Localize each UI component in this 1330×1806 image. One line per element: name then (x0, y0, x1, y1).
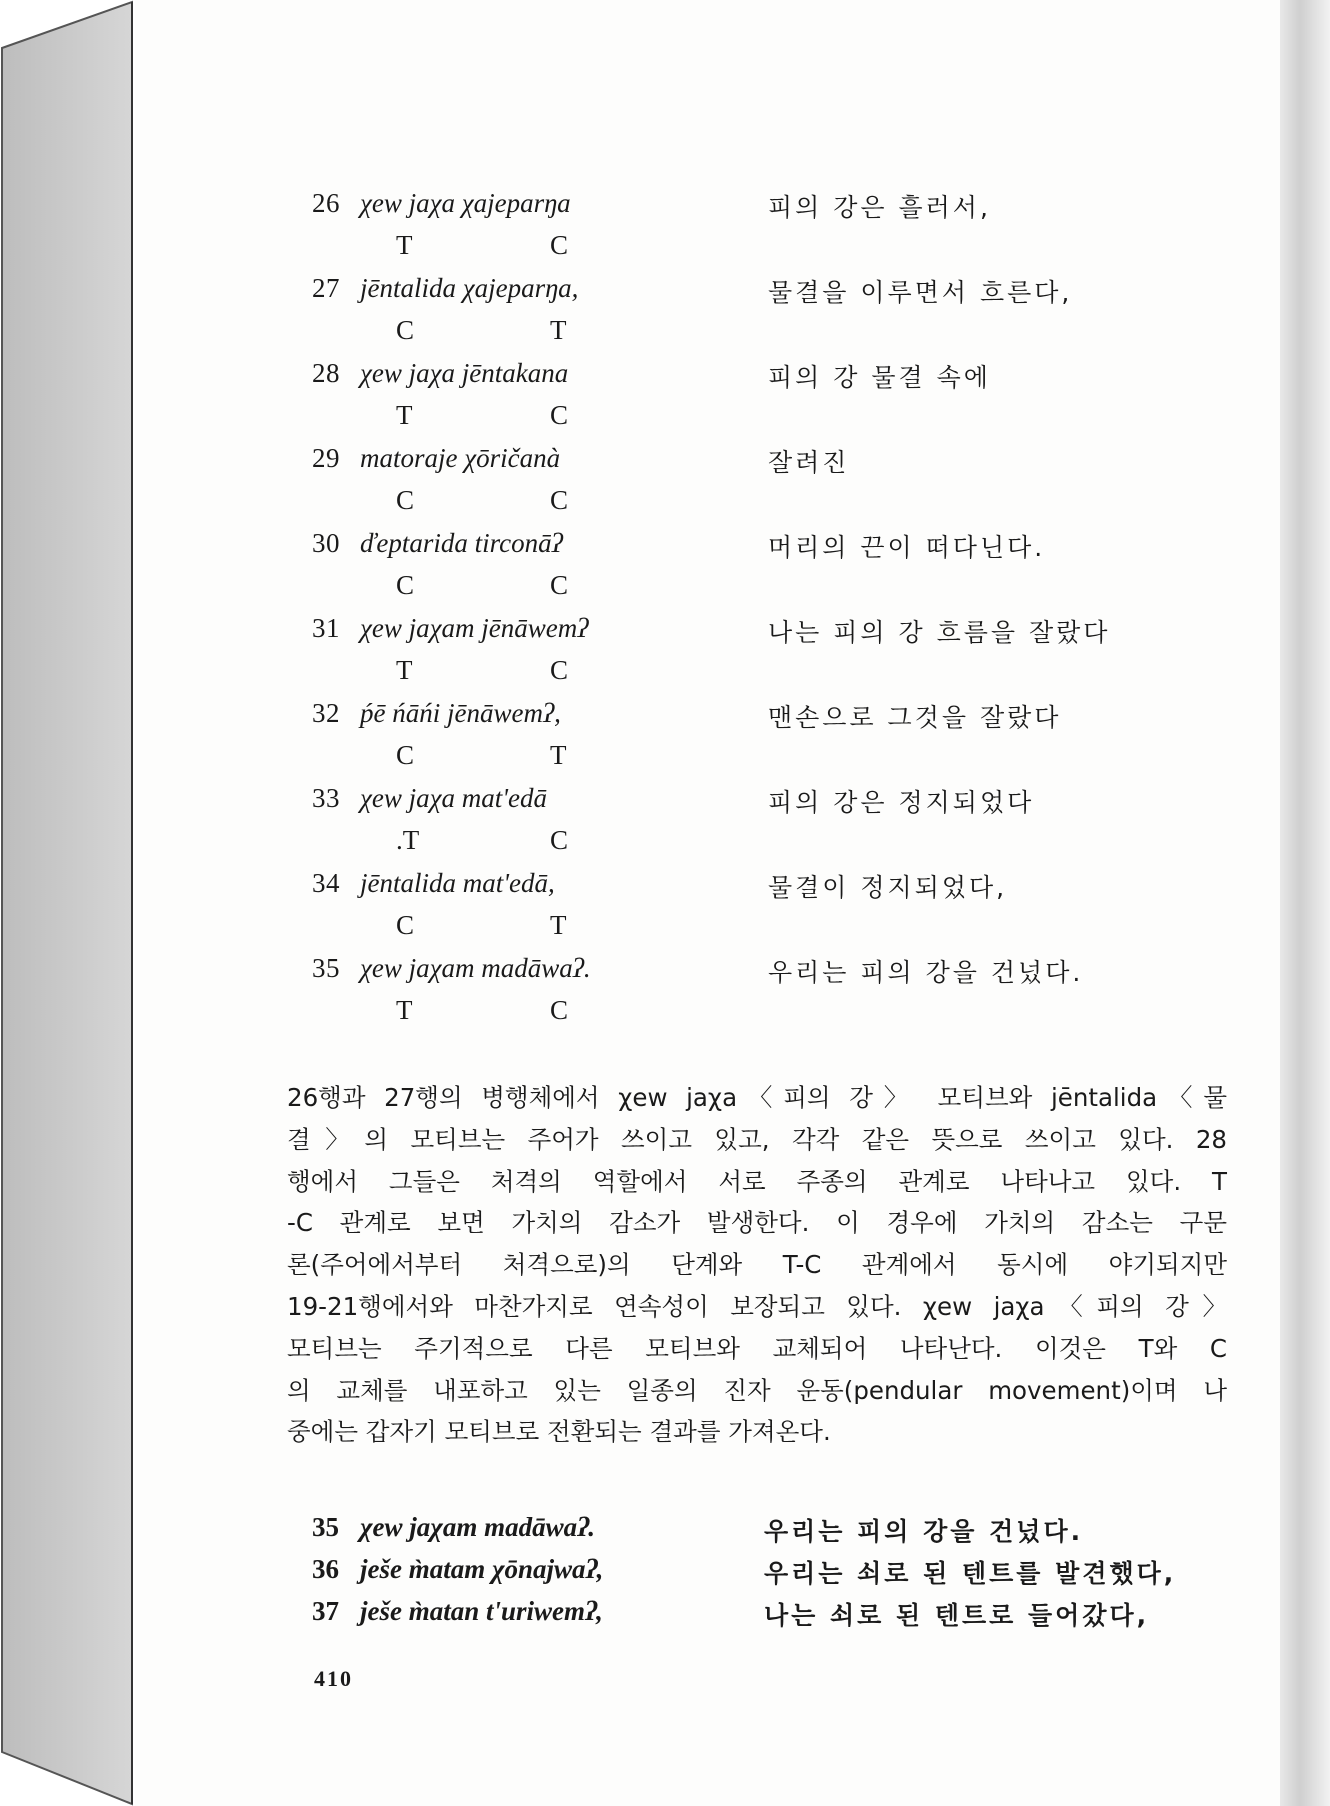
verse-translation: 피의 강은 흘러서, (768, 193, 991, 222)
page-edge-shadow (1280, 0, 1330, 1806)
verse-item (312, 868, 1212, 953)
verse-mark-first: C (396, 485, 415, 515)
verse-item (312, 1512, 1212, 1554)
verse-mark-second: C (550, 570, 569, 600)
verse-translation: 우리는 피의 강을 건넜다. (768, 958, 1084, 987)
verse-item (312, 188, 1212, 273)
verse-number: 31 (312, 613, 340, 643)
verse-item (312, 953, 1212, 1038)
verse-mark-first: C (396, 740, 415, 770)
verse-item (312, 783, 1212, 868)
verse-item (312, 443, 1212, 528)
verse-mark-first: .T (396, 825, 420, 855)
verse-mark-second: T (550, 740, 567, 770)
verse-original: χew jaχam madāwaʔ. (360, 1512, 595, 1542)
verse-mark-first: C (396, 315, 415, 345)
paragraph-line: 19-21행에서와 마찬가지로 연속성이 보장되고 있다. χew jaχa〈피의 강〉 (287, 1291, 1227, 1321)
verse-translation: 우리는 쇠로 된 텐트를 발견했다, (764, 1559, 1177, 1588)
verse-original: χew jaχa jēntakana (360, 358, 569, 388)
verse-translation: 물결이 정지되었다, (768, 873, 1008, 902)
verse-mark-second: C (550, 995, 569, 1025)
verse-number: 34 (312, 868, 340, 898)
verse-translation: 피의 강 물결 속에 (768, 363, 991, 392)
verse-number: 32 (312, 698, 340, 728)
verse-item (312, 613, 1212, 698)
verse-mark-first: T (396, 400, 413, 430)
verse-mark-second: T (550, 315, 567, 345)
paragraph-line: 중에는 갑자기 모티브로 전환되는 결과를 가져온다. (287, 1417, 831, 1447)
verse-number: 29 (312, 443, 340, 473)
paragraph-line: 론(주어에서부터 처격으로)의 단계와 T-C 관계에서 동시에 야기되지만 (287, 1250, 1227, 1280)
verse-translation: 머리의 끈이 떠다닌다. (768, 533, 1046, 562)
paragraph-line: -C 관계로 보면 가치의 감소가 발생한다. 이 경우에 가치의 감소는 구문 (287, 1208, 1227, 1238)
verse-translation: 우리는 피의 강을 건넜다. (764, 1517, 1084, 1546)
verse-translation: 잘려진 (768, 448, 850, 477)
verse-list (312, 188, 1212, 1038)
verse-translation: 피의 강은 정지되었다 (768, 788, 1035, 817)
verse-original: jēntalida χajeparŋa, (360, 273, 579, 303)
verse-number: 30 (312, 528, 340, 558)
verse-original: χew jaχam madāwaʔ. (360, 953, 591, 983)
verse-mark-first: T (396, 655, 413, 685)
verse-original: ṕē ńāńi jēnāwemʔ, (360, 698, 561, 728)
verse-mark-second: C (550, 400, 569, 430)
verse-original: χew jaχa χajeparŋa (360, 188, 571, 218)
paragraph-line: 의 교체를 내포하고 있는 일종의 진자 운동(pendular movement)이며 나 (287, 1375, 1227, 1405)
verse-number: 35 (312, 1512, 339, 1542)
verse-mark-second: C (550, 485, 569, 515)
analysis-paragraph (287, 1077, 1227, 1453)
verse-original: ješe m̀atan t'uriwemʔ, (360, 1596, 603, 1626)
paragraph-line: 26행과 27행의 병행체에서 χew jaχa〈피의 강〉 모티브와 jēntalida〈물 (287, 1083, 1227, 1112)
verse-number: 27 (312, 273, 340, 303)
verse-item (312, 358, 1212, 443)
verse-original: jēntalida mat'edā, (360, 868, 555, 898)
verse-original: ješe m̀atam χōnajwaʔ, (360, 1554, 604, 1584)
verse-mark-first: C (396, 910, 415, 940)
verse-translation: 나는 쇠로 된 텐트로 들어갔다, (764, 1601, 1150, 1630)
verse-item (312, 273, 1212, 358)
verse-translation: 나는 피의 강 흐름을 잘랐다 (768, 618, 1111, 647)
verse-original: χew jaχa mat'edā (360, 783, 548, 813)
verse-number: 36 (312, 1554, 339, 1584)
verse-item (312, 1596, 1212, 1638)
verse-original: χew jaχam jēnāwemʔ (360, 613, 589, 643)
verse-mark-second: C (550, 230, 569, 260)
verse-mark-first: T (396, 995, 413, 1025)
paragraph-line: 결〉의 모티브는 주어가 쓰이고 있고, 각각 같은 뜻으로 쓰이고 있다. 28 (287, 1124, 1227, 1154)
verse-mark-second: T (550, 910, 567, 940)
page-number: 410 (314, 1666, 353, 1691)
verse-translation: 맨손으로 그것을 잘랐다 (768, 703, 1062, 732)
verse-original: matoraje χōričanà (360, 443, 561, 473)
verse-mark-first: C (396, 570, 415, 600)
paragraph-line: 행에서 그들은 처격의 역할에서 서로 주종의 관계로 나타나고 있다. T (287, 1166, 1227, 1196)
verse-number: 35 (312, 953, 340, 983)
verse-mark-second: C (550, 655, 569, 685)
paragraph-line: 모티브는 주기적으로 다른 모티브와 교체되어 나타난다. 이것은 T와 C (287, 1333, 1227, 1363)
verse-mark-first: T (396, 230, 413, 260)
verse-mark-second: C (550, 825, 569, 855)
verse-original: ďeptarida tirconāʔ (360, 528, 563, 558)
verse-number: 28 (312, 358, 340, 388)
verse-number: 33 (312, 783, 340, 813)
verse-translation: 물결을 이루면서 흐른다, (768, 278, 1073, 307)
verse-number: 37 (312, 1596, 339, 1626)
verse-item (312, 1554, 1212, 1596)
verse-item (312, 698, 1212, 783)
book-spine (0, 0, 135, 1806)
verse-item (312, 528, 1212, 613)
verse-number: 26 (312, 188, 340, 218)
verse-list-tail (312, 1512, 1212, 1638)
